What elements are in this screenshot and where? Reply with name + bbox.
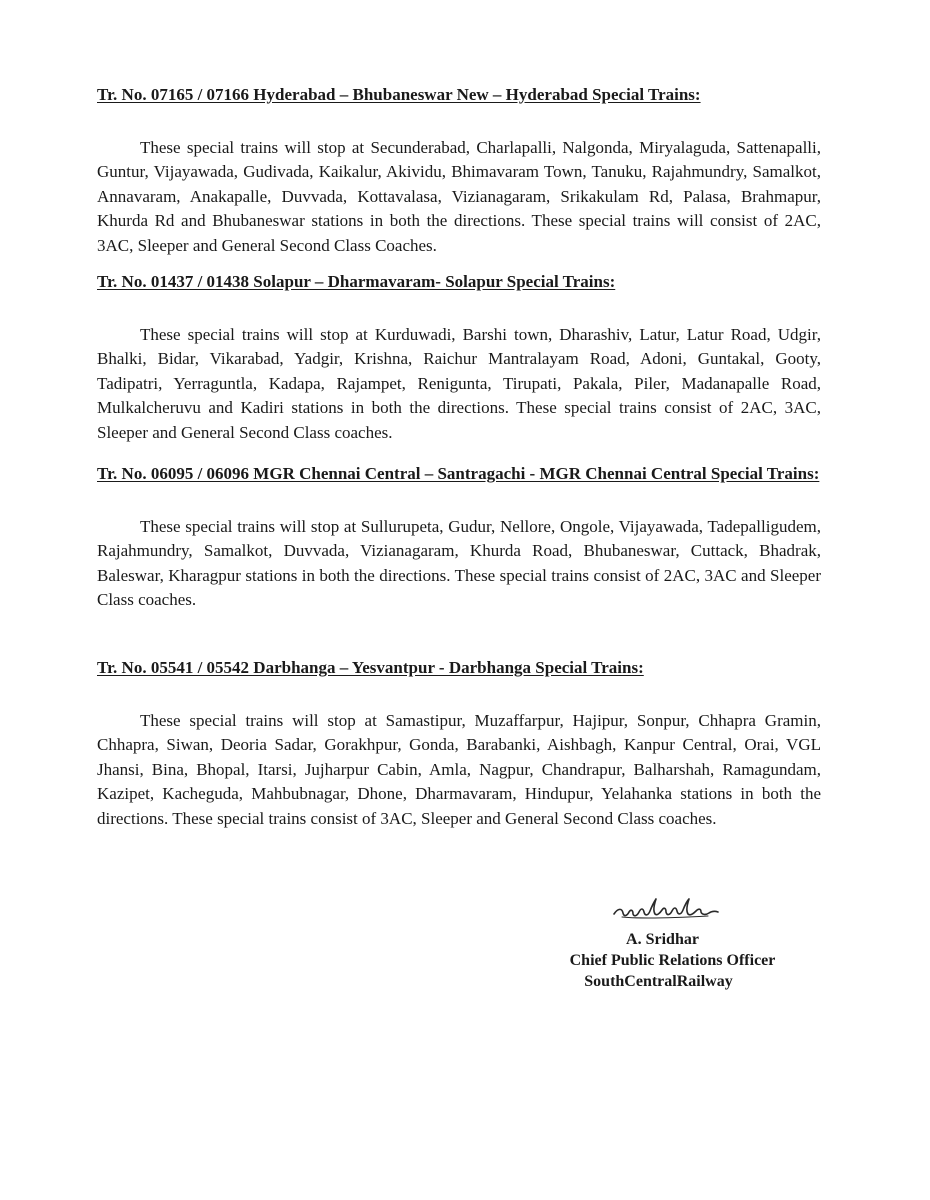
signatory-organization: SouthCentralRailway bbox=[584, 973, 733, 990]
section-heading: Tr. No. 01437 / 01438 Solapur – Dharmavaram- Solapur Special Trains: bbox=[97, 272, 616, 291]
train-section-01437 bbox=[97, 270, 821, 445]
train-section-06095 bbox=[97, 462, 821, 613]
signatory-name: A. Sridhar bbox=[626, 931, 699, 948]
signature-block bbox=[540, 929, 805, 992]
section-heading: Tr. No. 05541 / 05542 Darbhanga – Yesvantpur - Darbhanga Special Trains: bbox=[97, 658, 644, 677]
handwritten-signature bbox=[612, 893, 724, 925]
section-body: These special trains will stop at Sullurupeta, Gudur, Nellore, Ongole, Vijayawada, Tadepalligudem, Rajahmundry, Samalkot, Duvvada, Vizianagaram, Khurda Road, Bhubaneswar, Cuttack, Bhadrak, Baleswar, Kharagpur stations in both the directions. These special trains consist of 2AC, 3AC and Sleeper Class coaches. bbox=[97, 517, 821, 610]
section-heading: Tr. No. 07165 / 07166 Hyderabad – Bhubaneswar New – Hyderabad Special Trains: bbox=[97, 85, 701, 104]
signatory-title: Chief Public Relations Officer bbox=[569, 952, 776, 969]
section-heading: Tr. No. 06095 / 06096 MGR Chennai Central – Santragachi - MGR Chennai Central Special Trains: bbox=[97, 464, 820, 483]
section-body: These special trains will stop at Kurduwadi, Barshi town, Dharashiv, Latur, Latur Road, Udgir, Bhalki, Bidar, Vikarabad, Yadgir, Krishna, Raichur Mantralayam Road, Adoni, Guntakal, Gooty, Tadipatri, Yerraguntla, Kadapa, Rajampet, Renigunta, Tirupati, Pakala, Piler, Madanapalle Road, Mulkalcheruvu and Kadiri stations in both the directions. These special trains consist of 2AC, 3AC, Sleeper and General Second Class coaches. bbox=[97, 325, 821, 442]
section-body: These special trains will stop at Samastipur, Muzaffarpur, Hajipur, Sonpur, Chhapra Gramin, Chhapra, Siwan, Deoria Sadar, Gorakhpur, Gonda, Barabanki, Aishbagh, Kanpur Central, Orai, VGL Jhansi, Bina, Bhopal, Itarsi, Jujharpur Cabin, Amla, Nagpur, Chandrapur, Balharshah, Ramagundam, Kazipet, Kacheguda, Mahbubnagar, Dhone, Dharmavaram, Hindupur, Yelahanka stations in both the directions. These special trains consist of 3AC, Sleeper and General Second Class coaches. bbox=[97, 711, 821, 828]
train-section-07165 bbox=[97, 83, 821, 258]
train-section-05541 bbox=[97, 656, 821, 831]
section-body: These special trains will stop at Secunderabad, Charlapalli, Nalgonda, Miryalaguda, Sattenapalli, Guntur, Vijayawada, Gudivada, Kaikalur, Akividu, Bhimavaram Town, Tanuku, Rajahmundry, Samalkot, Annavaram, Anakapalle, Duvvada, Kottavalasa, Vizianagaram, Srikakulam Rd, Palasa, Brahmapur, Khurda Rd and Bhubaneswar stations in both the directions. These special trains will consist of 2AC, 3AC, Sleeper and General Second Class Coaches. bbox=[97, 138, 821, 255]
